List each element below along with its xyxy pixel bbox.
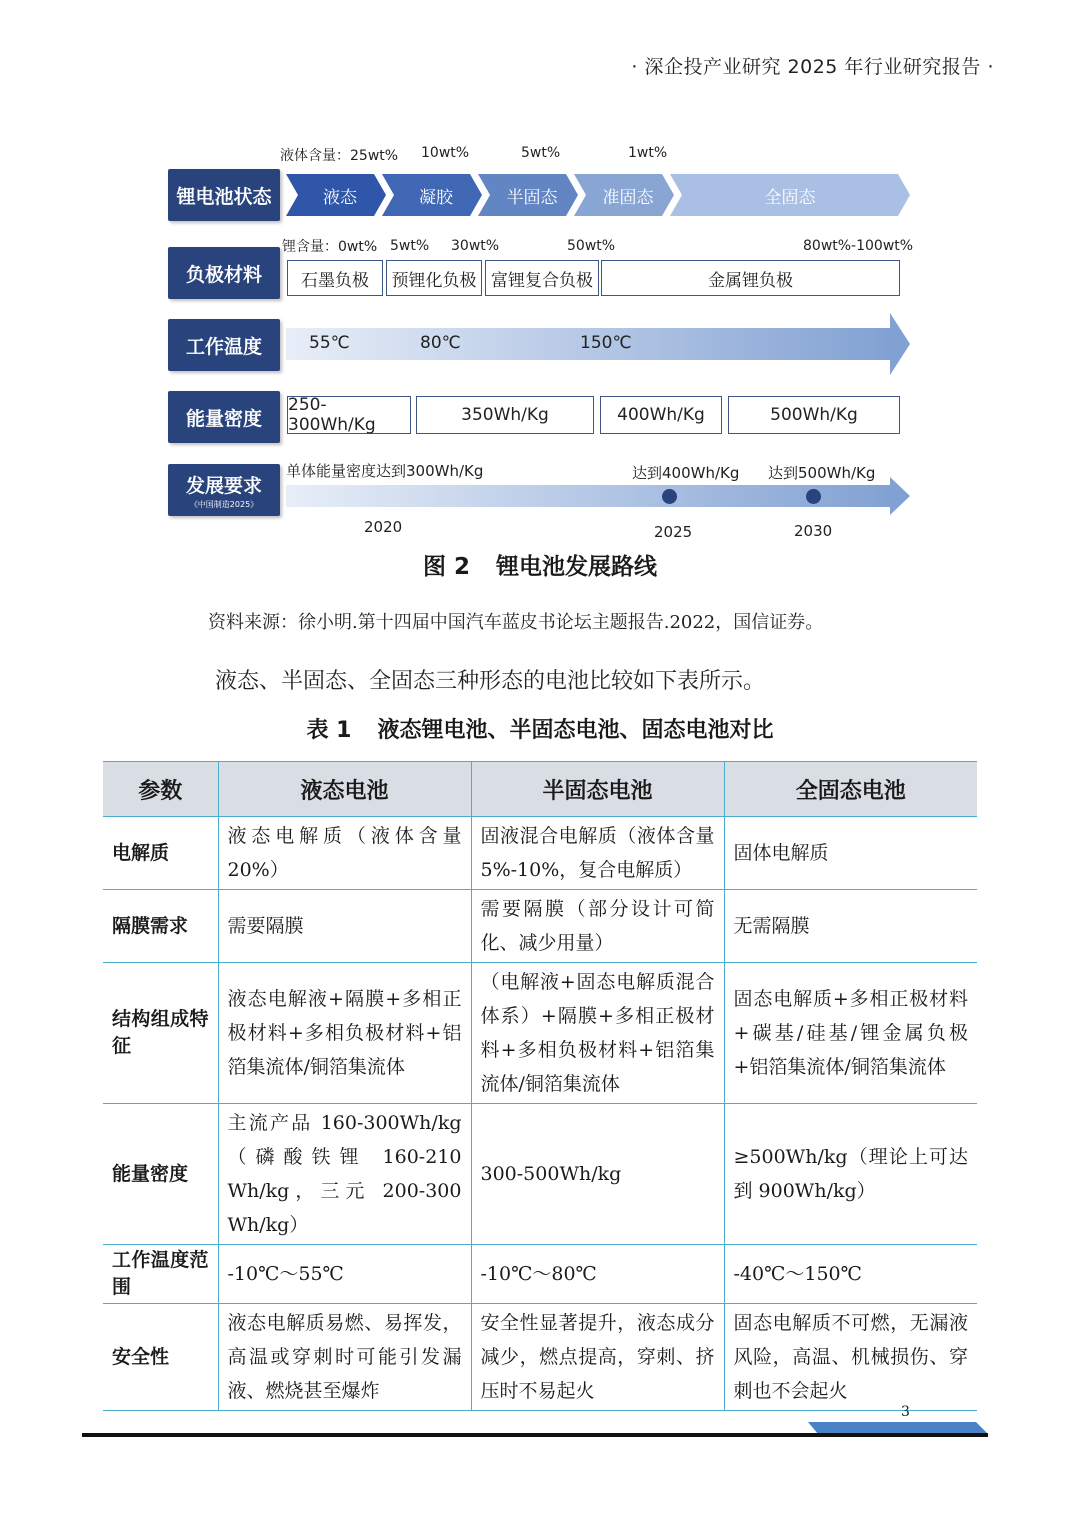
state-label: 半固态 bbox=[506, 187, 558, 208]
row-label-battery-state: 锂电池状态 bbox=[168, 169, 280, 221]
lithium-roadmap-figure bbox=[168, 140, 918, 550]
table-cell: 安全性 bbox=[103, 1304, 218, 1411]
table-cell: ≥500Wh/kg（理论上可达到 900Wh/kg） bbox=[724, 1104, 977, 1245]
table-cell: 能量密度 bbox=[103, 1104, 218, 1245]
temperature-label: 55℃ bbox=[309, 333, 350, 353]
column-header: 半固态电池 bbox=[471, 762, 724, 817]
anode-box: 金属锂负极 bbox=[601, 260, 900, 296]
table-cell: -10℃～80℃ bbox=[471, 1245, 724, 1304]
row-label-requirements bbox=[168, 464, 280, 516]
table-cell: -10℃～55℃ bbox=[218, 1245, 471, 1304]
table-cell: 液态电解质易燃、易挥发，高温或穿刺时可能引发漏液、燃烧甚至爆炸 bbox=[218, 1304, 471, 1411]
table-cell: 固体电解质 bbox=[724, 817, 977, 890]
density-box: 400Wh/Kg bbox=[600, 396, 722, 434]
table-cell: 结构组成特征 bbox=[103, 963, 218, 1104]
anode-box: 富锂复合负极 bbox=[485, 260, 599, 296]
table-cell: 固态电解质不可燃，无漏液风险，高温、机械损伤、穿刺也不会起火 bbox=[724, 1304, 977, 1411]
row-label-temperature: 工作温度 bbox=[168, 319, 280, 371]
footer-rule bbox=[82, 1433, 988, 1437]
page-header: · 深企投产业研究 2025 年行业研究报告 · bbox=[631, 56, 994, 78]
lithium-content-label: 锂含量：0wt% bbox=[282, 239, 378, 255]
comparison-table bbox=[103, 761, 977, 1411]
column-header: 液态电池 bbox=[218, 762, 471, 817]
table-cell: 隔膜需求 bbox=[103, 890, 218, 963]
timeline-dot bbox=[806, 489, 821, 504]
table-cell: 需要隔膜 bbox=[218, 890, 471, 963]
page-number: 3 bbox=[901, 1404, 910, 1420]
density-box: 250-300Wh/Kg bbox=[287, 396, 411, 434]
state-label: 全固态 bbox=[764, 187, 816, 208]
goal-label: 达到500Wh/Kg bbox=[768, 464, 876, 482]
anode-box: 预锂化负极 bbox=[386, 260, 482, 296]
year-label: 2020 bbox=[364, 518, 403, 536]
temperature-label: 150℃ bbox=[580, 333, 632, 353]
anode-box: 石墨负极 bbox=[287, 260, 383, 296]
lithium-content-value: 50wt% bbox=[567, 238, 616, 254]
row-label-requirements-sub: 《中国制造2025》 bbox=[189, 499, 259, 509]
table-cell: 需要隔膜（部分设计可简化、减少用量） bbox=[471, 890, 724, 963]
timeline-dot bbox=[662, 489, 677, 504]
year-label: 2030 bbox=[794, 522, 833, 540]
table-cell: 电解质 bbox=[103, 817, 218, 890]
table-cell: （电解液+固态电解质混合体系）+隔膜+多相正极材料+多相负极材料+铝箔集流体/铜箔集流体 bbox=[471, 963, 724, 1104]
row-label-density: 能量密度 bbox=[168, 391, 280, 443]
table-header-row bbox=[103, 762, 977, 817]
table-cell: -40℃～150℃ bbox=[724, 1245, 977, 1304]
table-cell: 液态电解液+隔膜+多相正极材料+多相负极材料+铝箔集流体/铜箔集流体 bbox=[218, 963, 471, 1104]
row-label-anode: 负极材料 bbox=[168, 247, 280, 299]
table-cell: 安全性显著提升，液态成分减少，燃点提高，穿刺、挤压时不易起火 bbox=[471, 1304, 724, 1411]
temperature-label: 80℃ bbox=[420, 333, 461, 353]
state-label: 凝胶 bbox=[419, 187, 453, 208]
density-box: 350Wh/Kg bbox=[416, 396, 594, 434]
column-header: 全固态电池 bbox=[724, 762, 977, 817]
table-row bbox=[103, 1245, 977, 1304]
column-header: 参数 bbox=[103, 762, 218, 817]
goal-label: 达到400Wh/Kg bbox=[632, 464, 740, 482]
lithium-content-value: 80wt%-100wt% bbox=[803, 238, 914, 254]
density-box: 500Wh/Kg bbox=[728, 396, 900, 434]
source-note: 资料来源：徐小明.第十四届中国汽车蓝皮书论坛主题报告.2022，国信证券。 bbox=[208, 612, 824, 633]
liquid-content-value: 1wt% bbox=[628, 145, 668, 161]
liquid-content-value: 10wt% bbox=[421, 145, 470, 161]
table-cell: 固液混合电解质（液体含量 5%-10%，复合电解质） bbox=[471, 817, 724, 890]
row-label-requirements-main: 发展要求 bbox=[185, 474, 262, 497]
liquid-content-label: 液体含量：25wt% bbox=[280, 148, 399, 164]
figure-number: 图 2 bbox=[422, 554, 470, 580]
table-cell: 固态电解质+多相正极材料+碳基/硅基/锂金属负极+铝箔集流体/铜箔集流体 bbox=[724, 963, 977, 1104]
table-caption bbox=[0, 713, 1080, 744]
liquid-content-value: 5wt% bbox=[521, 145, 561, 161]
table-row bbox=[103, 963, 977, 1104]
lithium-content-value: 5wt% bbox=[390, 238, 430, 254]
state-label: 液态 bbox=[323, 187, 357, 208]
state-label: 准固态 bbox=[602, 187, 654, 208]
table-cell: 主流产品 160-300Wh/kg（磷酸铁锂 160-210 Wh/kg，三元 200-300 Wh/kg） bbox=[218, 1104, 471, 1245]
table-row bbox=[103, 1304, 977, 1411]
year-label: 2025 bbox=[654, 523, 693, 541]
table-cell: 无需隔膜 bbox=[724, 890, 977, 963]
table-cell: 300-500Wh/kg bbox=[471, 1104, 724, 1245]
intro-paragraph: 液态、半固态、全固态三种形态的电池比较如下表所示。 bbox=[215, 669, 766, 694]
figure-title: 锂电池发展路线 bbox=[496, 554, 657, 580]
table-cell: 液态电解质（液体含量20%） bbox=[218, 817, 471, 890]
table-title: 液态锂电池、半固态电池、固态电池对比 bbox=[377, 718, 774, 743]
figure-caption bbox=[0, 548, 1080, 581]
table-row bbox=[103, 890, 977, 963]
goal-label: 单体能量密度达到300Wh/Kg bbox=[286, 462, 484, 480]
lithium-content-value: 30wt% bbox=[451, 238, 500, 254]
table-number: 表 1 bbox=[306, 718, 352, 743]
table-row bbox=[103, 817, 977, 890]
table-row bbox=[103, 1104, 977, 1245]
table-cell: 工作温度范围 bbox=[103, 1245, 218, 1304]
